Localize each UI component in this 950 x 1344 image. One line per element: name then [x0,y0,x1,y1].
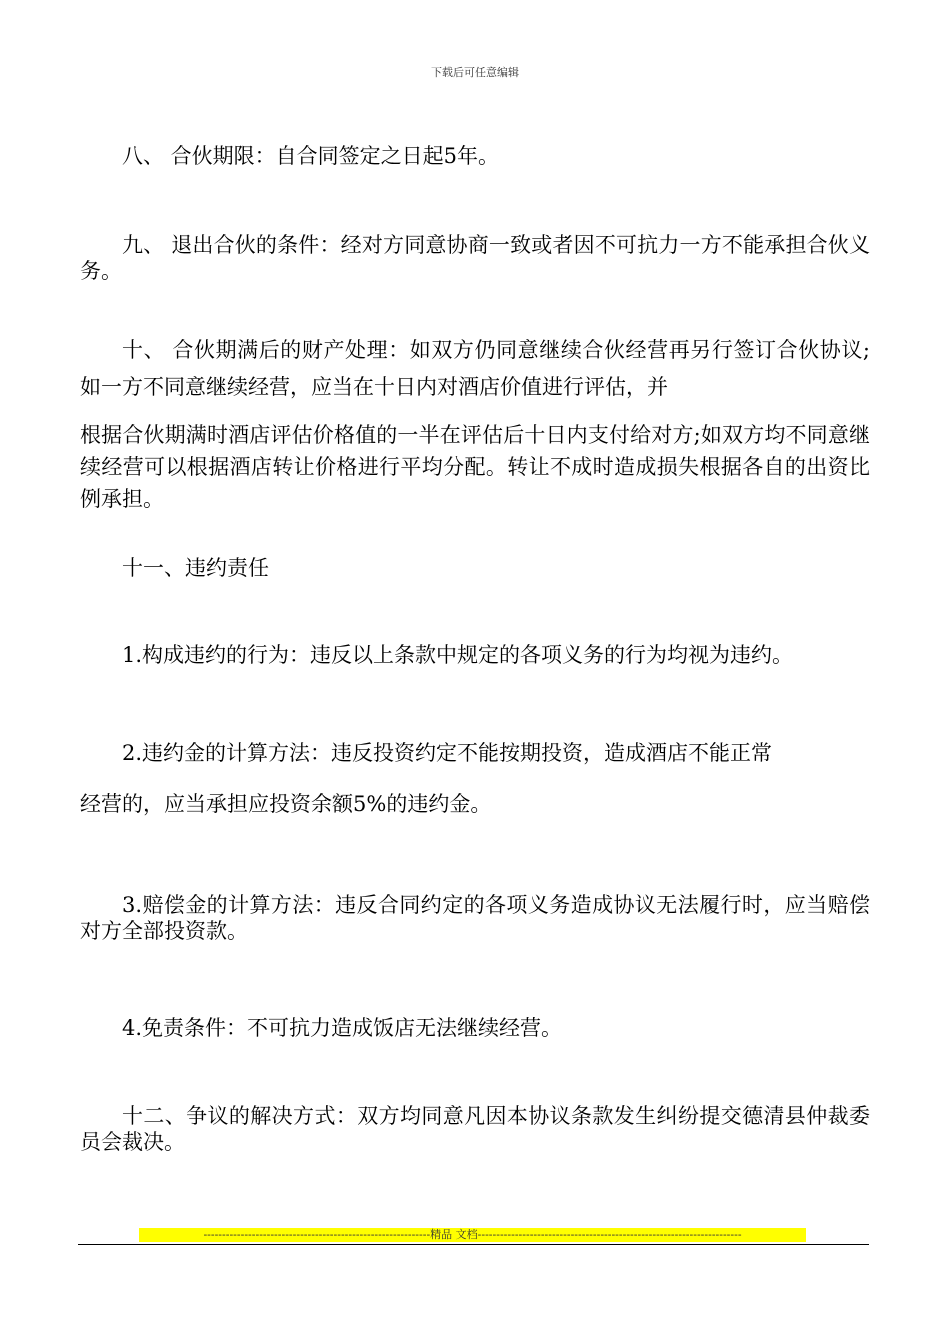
clause-11-title: 十一、违约责任 [122,556,269,580]
clause-9-withdrawal: 九、 退出合伙的条件：经对方同意协商一致或者因不可抗力一方不能承担合伙义务。 [80,233,870,283]
clause-11-item-1: 1.构成违约的行为：违反以上条款中规定的各项义务的行为均视为违约。 [122,643,794,667]
clause-11-item-2-part1: 2.违约金的计算方法：违反投资约定不能按期投资，造成酒店不能正常 [122,741,773,765]
clause-10-property-part1: 十、 合伙期满后的财产处理：如双方仍同意继续合伙经营再另行签订合伙协议;如一方不同意继续经营，应当在十日内对酒店价值进行评估，并 [80,338,870,399]
clause-10-property-part2: 根据合伙期满时酒店评估价格值的一半在评估后十日内支付给对方;如双方均不同意继续经营可以根据酒店转让价格进行平均分配。转让不成时造成损失根据各自的出资比例承担。 [80,423,870,511]
clause-11-item-4: 4.免责条件：不可抗力造成饭店无法继续经营。 [122,1016,563,1040]
header-note: 下载后可任意编辑 [431,66,519,79]
clause-12-dispute: 十二、争议的解决方式：双方均同意凡因本协议条款发生纠纷提交德清县仲裁委员会裁决。 [80,1104,870,1154]
clause-11-item-2-part2: 经营的，应当承担应投资余额5%的违约金。 [80,792,492,816]
clause-11-item-3: 3.赔偿金的计算方法：违反合同约定的各项义务造成协议无法履行时，应当赔偿对方全部投资款。 [80,893,870,943]
clause-8-term: 八、 合伙期限：自合同签定之日起5年。 [122,144,500,168]
footer-band: -------------------------------------------------------------精品 文档----------------------------------------------------------------------- [139,1228,806,1242]
footer-rule [78,1244,869,1245]
